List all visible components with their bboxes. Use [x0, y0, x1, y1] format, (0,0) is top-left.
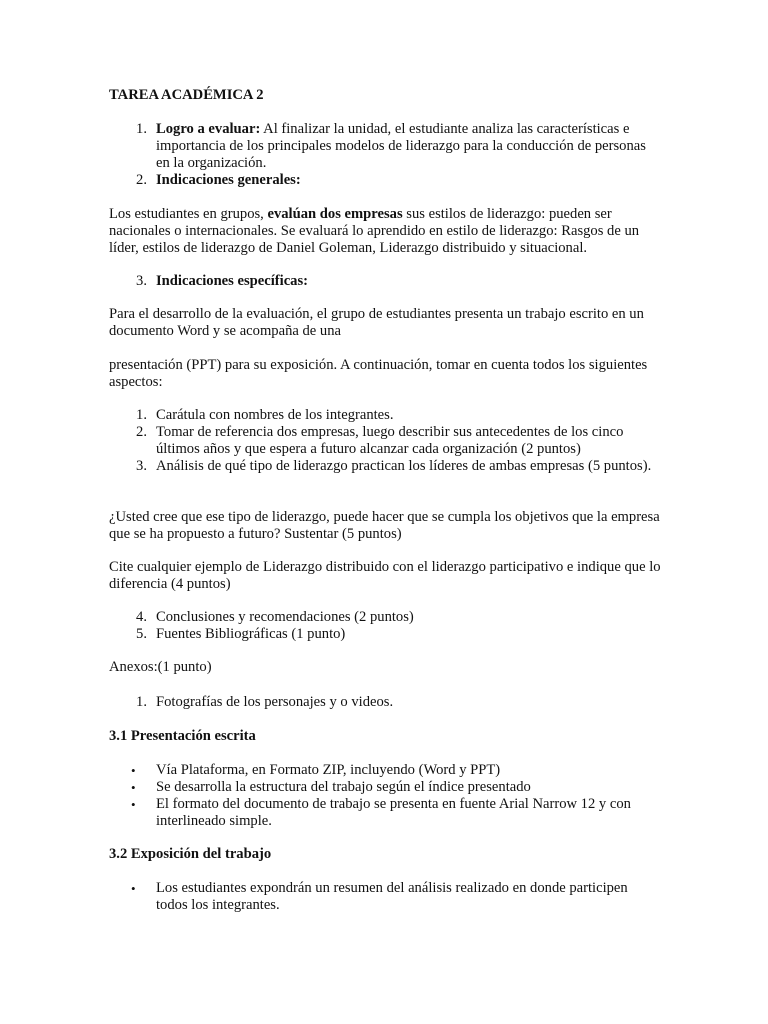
paragraph-anexos: Anexos:(1 punto)	[109, 659, 212, 675]
paragraph-bold: evalúan dos empresas	[267, 206, 403, 222]
list-text	[156, 273, 661, 290]
list-text	[156, 121, 661, 172]
paragraph-desarrollo: Para el desarrollo de la evaluación, el grupo de estudiantes presenta un trabajo escrito en un documento Word y se acompaña de una	[109, 306, 644, 339]
list-number: 1.	[136, 121, 147, 137]
bullet-icon: •	[131, 797, 136, 812]
list-number: 2.	[136, 172, 147, 188]
list-number: 1.	[136, 407, 147, 423]
list-number: 4.	[136, 609, 147, 625]
bullet-icon: •	[131, 780, 136, 795]
bullet-icon: •	[131, 763, 136, 778]
paragraph-grupos	[109, 206, 669, 257]
list-number: 3.	[136, 273, 147, 289]
list-text: Tomar de referencia dos empresas, luego describir sus antecedentes de los cinco últimos años y que espera a futuro alcanzar cada organización (2 puntos)	[156, 424, 624, 457]
bullet-text: El formato del documento de trabajo se presenta en fuente Arial Narrow 12 y con interlineado simple.	[156, 796, 631, 829]
list-text: Carátula con nombres de los integrantes.	[156, 407, 394, 423]
list-number: 5.	[136, 626, 147, 642]
bullet-text: Vía Plataforma, en Formato ZIP, incluyendo (Word y PPT)	[156, 762, 501, 778]
list-number: 2.	[136, 424, 147, 440]
list-number: 1.	[136, 694, 147, 710]
paragraph-ejemplo: Cite cualquier ejemplo de Liderazgo distribuido con el liderazgo participativo e indique que lo diferencia (4 puntos)	[109, 559, 661, 592]
paragraph-text: Los estudiantes en grupos,	[109, 206, 268, 222]
document-title: TAREA ACADÉMICA 2	[109, 87, 264, 103]
list-text: Conclusiones y recomendaciones (2 puntos)	[156, 609, 414, 625]
paragraph-pregunta: ¿Usted cree que ese tipo de liderazgo, puede hacer que se cumpla los objetivos que la empresa que se ha propuesto a futuro? Sustentar (5 puntos)	[109, 509, 660, 542]
list-body: Al finalizar la unidad, el estudiante analiza las características e importancia de los principales modelos de liderazgo para la conducción de personas en la organización.	[156, 121, 646, 171]
paragraph-presentacion: presentación (PPT) para su exposición. A continuación, tomar en cuenta todos los siguientes aspectos:	[109, 357, 648, 390]
list-text: Análisis de qué tipo de liderazgo practican los líderes de ambas empresas (5 puntos).	[156, 458, 652, 474]
section-heading-exposicion: 3.2 Exposición del trabajo	[109, 846, 272, 862]
list-label: Logro a evaluar:	[156, 121, 261, 137]
bullet-icon: •	[131, 881, 136, 896]
paragraph-text: sus estilos de liderazgo: pueden ser nacionales o internacionales. Se evaluará lo aprendido en estilo de liderazgo: Rasgos de un líder, estilos de liderazgo de Daniel Goleman, Liderazgo distribuido y situacional.	[109, 206, 640, 256]
section-heading-presentacion-escrita: 3.1 Presentación escrita	[109, 728, 256, 744]
list-text	[156, 172, 661, 189]
bullet-text: Se desarrolla la estructura del trabajo según el índice presentado	[156, 779, 531, 795]
list-label: Indicaciones generales:	[156, 172, 301, 188]
list-number: 3.	[136, 458, 147, 474]
bullet-text: Los estudiantes expondrán un resumen del análisis realizado en donde participen todos los integrantes.	[156, 880, 628, 913]
list-label: Indicaciones específicas:	[156, 273, 309, 289]
list-text: Fotografías de los personajes y o videos.	[156, 694, 394, 710]
list-text: Fuentes Bibliográficas (1 punto)	[156, 626, 346, 642]
